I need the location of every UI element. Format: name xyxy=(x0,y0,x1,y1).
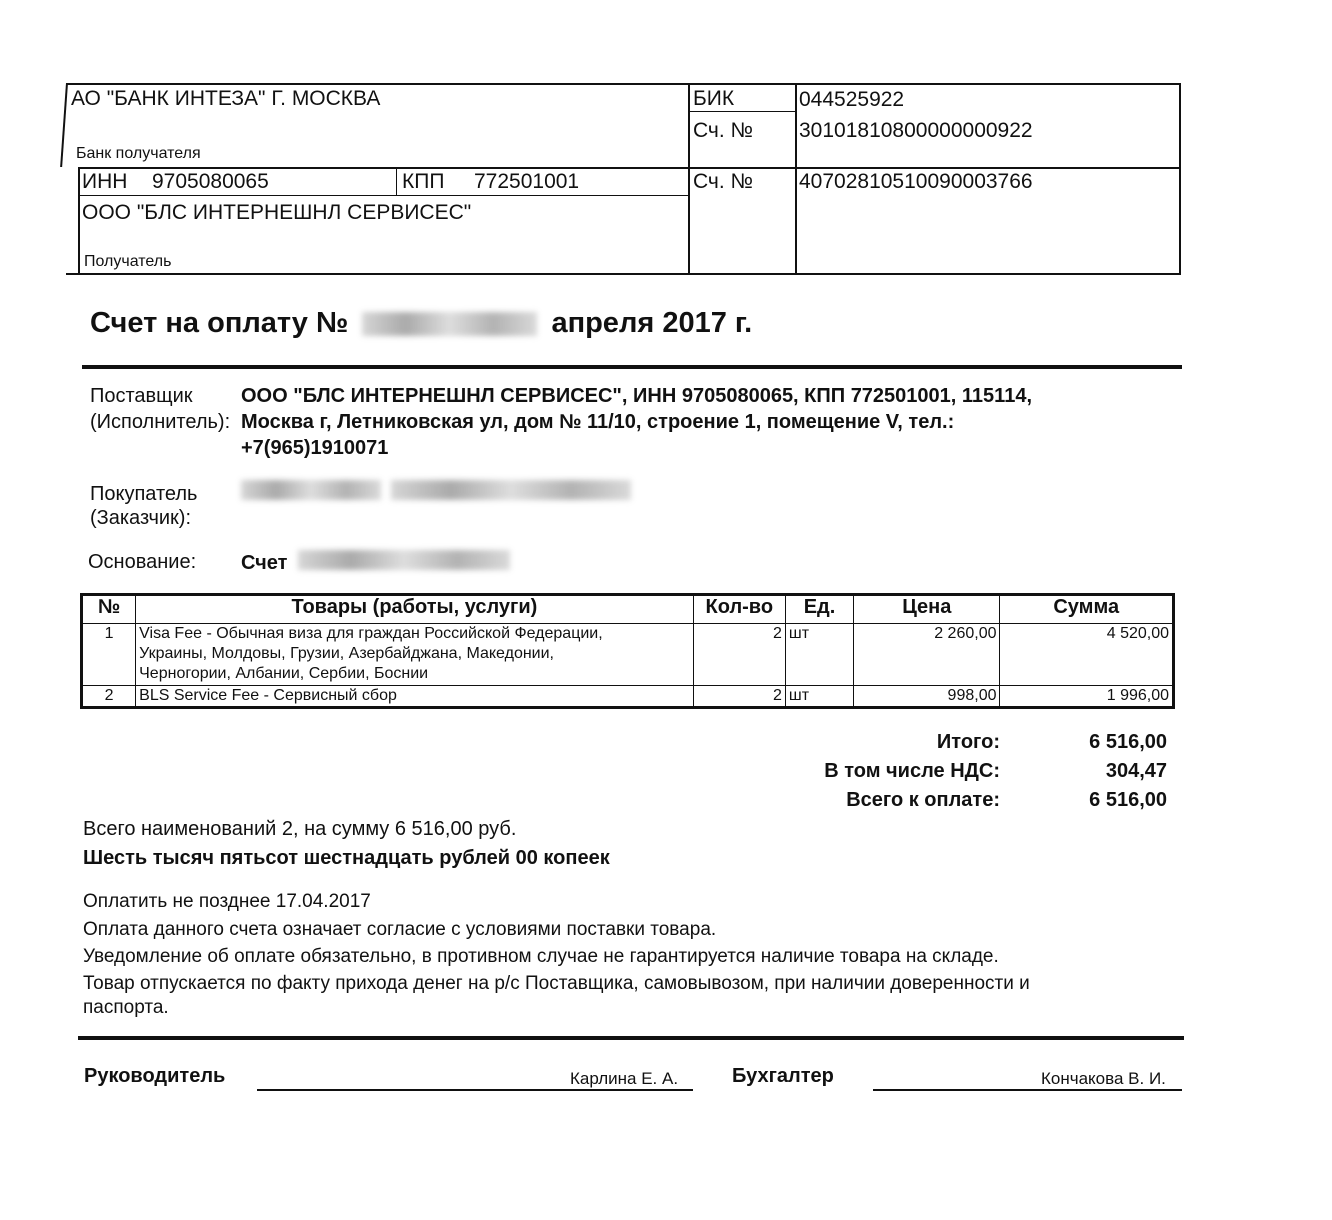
row-num: 1 xyxy=(82,624,136,686)
row-price: 998,00 xyxy=(854,686,1000,708)
note-line-3: Товар отпускается по факту прихода денег на р/с Поставщика, самовывозом, при наличии доверенности и xyxy=(83,973,1030,994)
header-price: Цена xyxy=(854,595,1000,624)
title-divider xyxy=(82,365,1182,369)
redacted-basis xyxy=(298,550,510,570)
vat-label: В том числе НДС: xyxy=(824,760,1000,782)
row-desc-line: Черногории, Албании, Сербии, Боснии xyxy=(139,665,429,682)
head-label: Руководитель xyxy=(84,1065,226,1087)
accountant-name: Кончакова В. И. xyxy=(1041,1069,1166,1088)
redacted-buyer xyxy=(241,480,631,500)
row-price: 2 260,00 xyxy=(854,624,1000,686)
items-table xyxy=(80,593,1175,709)
invoice-title-suffix: апреля 2017 г. xyxy=(551,307,753,339)
signature-divider xyxy=(78,1036,1184,1040)
note-line-2: Уведомление об оплате обязательно, в противном случае не гарантируется наличие товара на складе. xyxy=(83,946,999,967)
row-qty: 2 xyxy=(693,624,785,686)
corr-account-value: 30101810800000000922 xyxy=(799,119,1033,142)
table-row xyxy=(82,624,1174,686)
inn-label: ИНН xyxy=(82,170,128,193)
header-qty: Кол-во xyxy=(693,595,785,624)
summary-words: Шесть тысяч пятьсот шестнадцать рублей 00 копеек xyxy=(83,847,610,869)
supplier-label-2: (Исполнитель): xyxy=(90,411,231,433)
row-desc-line: Visa Fee - Обычная виза для граждан Российской Федерации, xyxy=(139,625,603,642)
invoice-title-prefix: Счет на оплату № xyxy=(90,307,349,339)
header-unit: Ед. xyxy=(785,595,853,624)
bank-details-block xyxy=(66,83,1181,275)
kpp-label: КПП xyxy=(402,170,445,193)
table-header-row xyxy=(82,595,1174,624)
table-row xyxy=(82,686,1174,708)
corr-account-label: Сч. № xyxy=(693,119,754,142)
header-num: № xyxy=(82,595,136,624)
accountant-label: Бухгалтер xyxy=(732,1065,834,1087)
supplier-label-1: Поставщик xyxy=(90,385,193,407)
recipient-caption: Получатель xyxy=(84,253,172,270)
supplier-line-3: +7(965)1910071 xyxy=(241,437,389,459)
note-line-4: паспорта. xyxy=(83,997,169,1018)
row-desc-line: Украины, Молдовы, Грузии, Азербайджана, Македонии, xyxy=(139,645,554,662)
bank-name-caption: Банк получателя xyxy=(76,145,201,162)
header-sum: Сумма xyxy=(1000,595,1174,624)
row-sum: 1 996,00 xyxy=(1000,686,1174,708)
supplier-line-2: Москва г, Летниковская ул, дом № 11/10, строение 1, помещение V, тел.: xyxy=(241,411,955,433)
row-unit: шт xyxy=(785,686,853,708)
invoice-title xyxy=(90,307,752,340)
account-label: Сч. № xyxy=(693,170,754,193)
header-goods: Товары (работы, услуги) xyxy=(136,595,694,624)
buyer-label-1: Покупатель xyxy=(90,483,198,505)
head-name: Карлина Е. А. xyxy=(570,1069,679,1088)
account-value: 40702810510090003766 xyxy=(799,170,1033,193)
redacted-buyer-part-1 xyxy=(241,480,381,500)
bik-label: БИК xyxy=(693,87,735,110)
row-desc xyxy=(136,624,694,686)
due-value: 6 516,00 xyxy=(1089,789,1167,811)
recipient-name: ООО "БЛС ИНТЕРНЕШНЛ СЕРВИСЕС" xyxy=(82,201,472,224)
redacted-invoice-number xyxy=(362,312,537,336)
row-sum: 4 520,00 xyxy=(1000,624,1174,686)
vat-value: 304,47 xyxy=(1105,760,1167,782)
basis-label: Основание: xyxy=(88,551,197,573)
total-value: 6 516,00 xyxy=(1089,731,1167,753)
basis-value: Счет xyxy=(241,552,288,574)
row-desc-line: BLS Service Fee - Сервисный сбор xyxy=(139,687,397,704)
head-signature-line xyxy=(257,1089,693,1091)
buyer-label-2: (Заказчик): xyxy=(90,507,192,529)
payment-deadline: Оплатить не позднее 17.04.2017 xyxy=(83,891,371,912)
total-label: Итого: xyxy=(936,731,1000,753)
note-line-1: Оплата данного счета означает согласие с условиями поставки товара. xyxy=(83,919,717,940)
summary-count: Всего наименований 2, на сумму 6 516,00 руб. xyxy=(83,818,517,840)
redacted-buyer-part-2 xyxy=(391,480,631,500)
due-label: Всего к оплате: xyxy=(846,789,1000,811)
row-unit: шт xyxy=(785,624,853,686)
accountant-signature-line xyxy=(873,1089,1182,1091)
bik-value: 044525922 xyxy=(799,88,905,111)
row-desc xyxy=(136,686,694,708)
bank-name: АО "БАНК ИНТЕЗА" Г. МОСКВА xyxy=(71,87,381,110)
supplier-line-1: ООО "БЛС ИНТЕРНЕШНЛ СЕРВИСЕС", ИНН 9705080065, КПП 772501001, 115114, xyxy=(241,385,1032,407)
row-num: 2 xyxy=(82,686,136,708)
inn-value: 9705080065 xyxy=(152,170,269,193)
kpp-value: 772501001 xyxy=(474,170,580,193)
row-qty: 2 xyxy=(693,686,785,708)
